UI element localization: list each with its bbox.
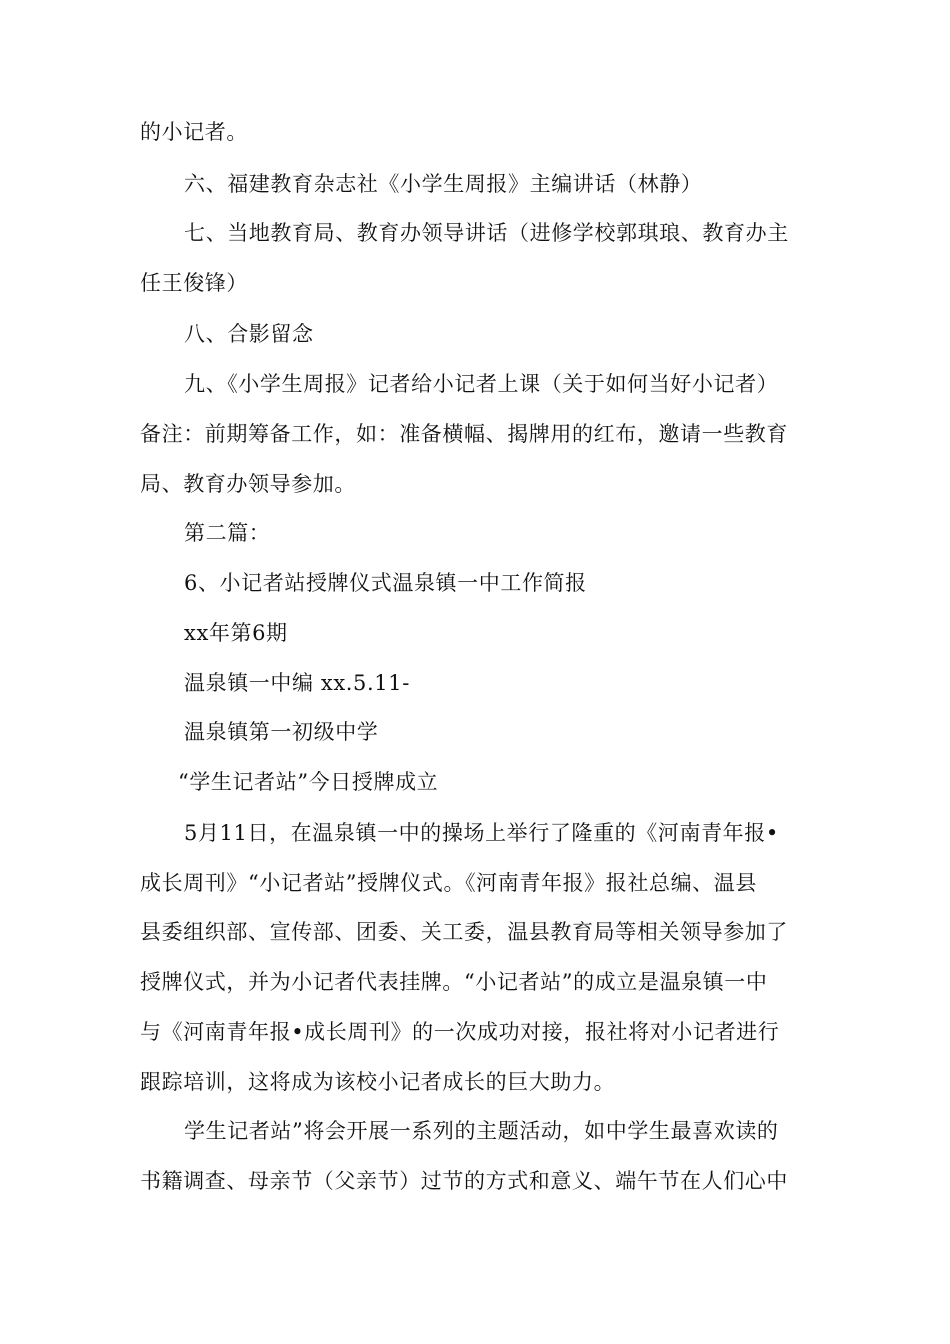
- section-heading: 第二篇：: [184, 521, 271, 545]
- paragraph-line: 七、当地教育局、教育办领导讲话（进修学校郭琪琅、教育办主: [184, 221, 789, 245]
- paragraph-line: 局、教育办领导参加。: [140, 472, 356, 496]
- paragraph-line: 学生记者站”将会开展一系列的主题活动，如中学生最喜欢读的: [184, 1119, 779, 1143]
- paragraph-line: 县委组织部、宣传部、团委、关工委，温县教育局等相关领导参加了: [140, 920, 788, 944]
- paragraph-line: 书籍调查、母亲节（父亲节）过节的方式和意义、端午节在人们心中: [140, 1169, 788, 1193]
- paragraph-line: 六、福建教育杂志社《小学生周报》主编讲话（林静）: [184, 172, 703, 196]
- paragraph-line: 九、《小学生周报》记者给小记者上课（关于如何当好小记者）: [184, 372, 779, 396]
- paragraph-line: 的小记者。: [140, 120, 248, 144]
- paragraph-line: 备注：前期筹备工作，如：准备横幅、揭牌用的红布，邀请一些教育: [140, 422, 788, 446]
- article-title: “学生记者站”今日授牌成立: [178, 770, 439, 794]
- paragraph-line: 5月11日，在温泉镇一中的操场上举行了隆重的《河南青年报•: [184, 821, 779, 845]
- paragraph-line: 与《河南青年报•成长周刊》的一次成功对接，报社将对小记者进行: [140, 1020, 780, 1044]
- paragraph-line: 任王俊锋）: [140, 271, 248, 295]
- paragraph-line: 跟踪培训，这将成为该校小记者成长的巨大助力。: [140, 1070, 616, 1094]
- paragraph-line: 温泉镇一中编 xx.5.11-: [184, 671, 410, 695]
- paragraph-line: 授牌仪式，并为小记者代表挂牌。“小记者站”的成立是温泉镇一中: [140, 970, 768, 994]
- paragraph-line: 成长周刊》“小记者站”授牌仪式。《河南青年报》报社总编、温县: [140, 871, 757, 895]
- paragraph-line: 八、合影留念: [184, 322, 314, 346]
- paragraph-line: 6、小记者站授牌仪式温泉镇一中工作简报: [184, 571, 587, 595]
- paragraph-line: 温泉镇第一初级中学: [184, 720, 379, 744]
- paragraph-line: xx年第6期: [184, 621, 288, 645]
